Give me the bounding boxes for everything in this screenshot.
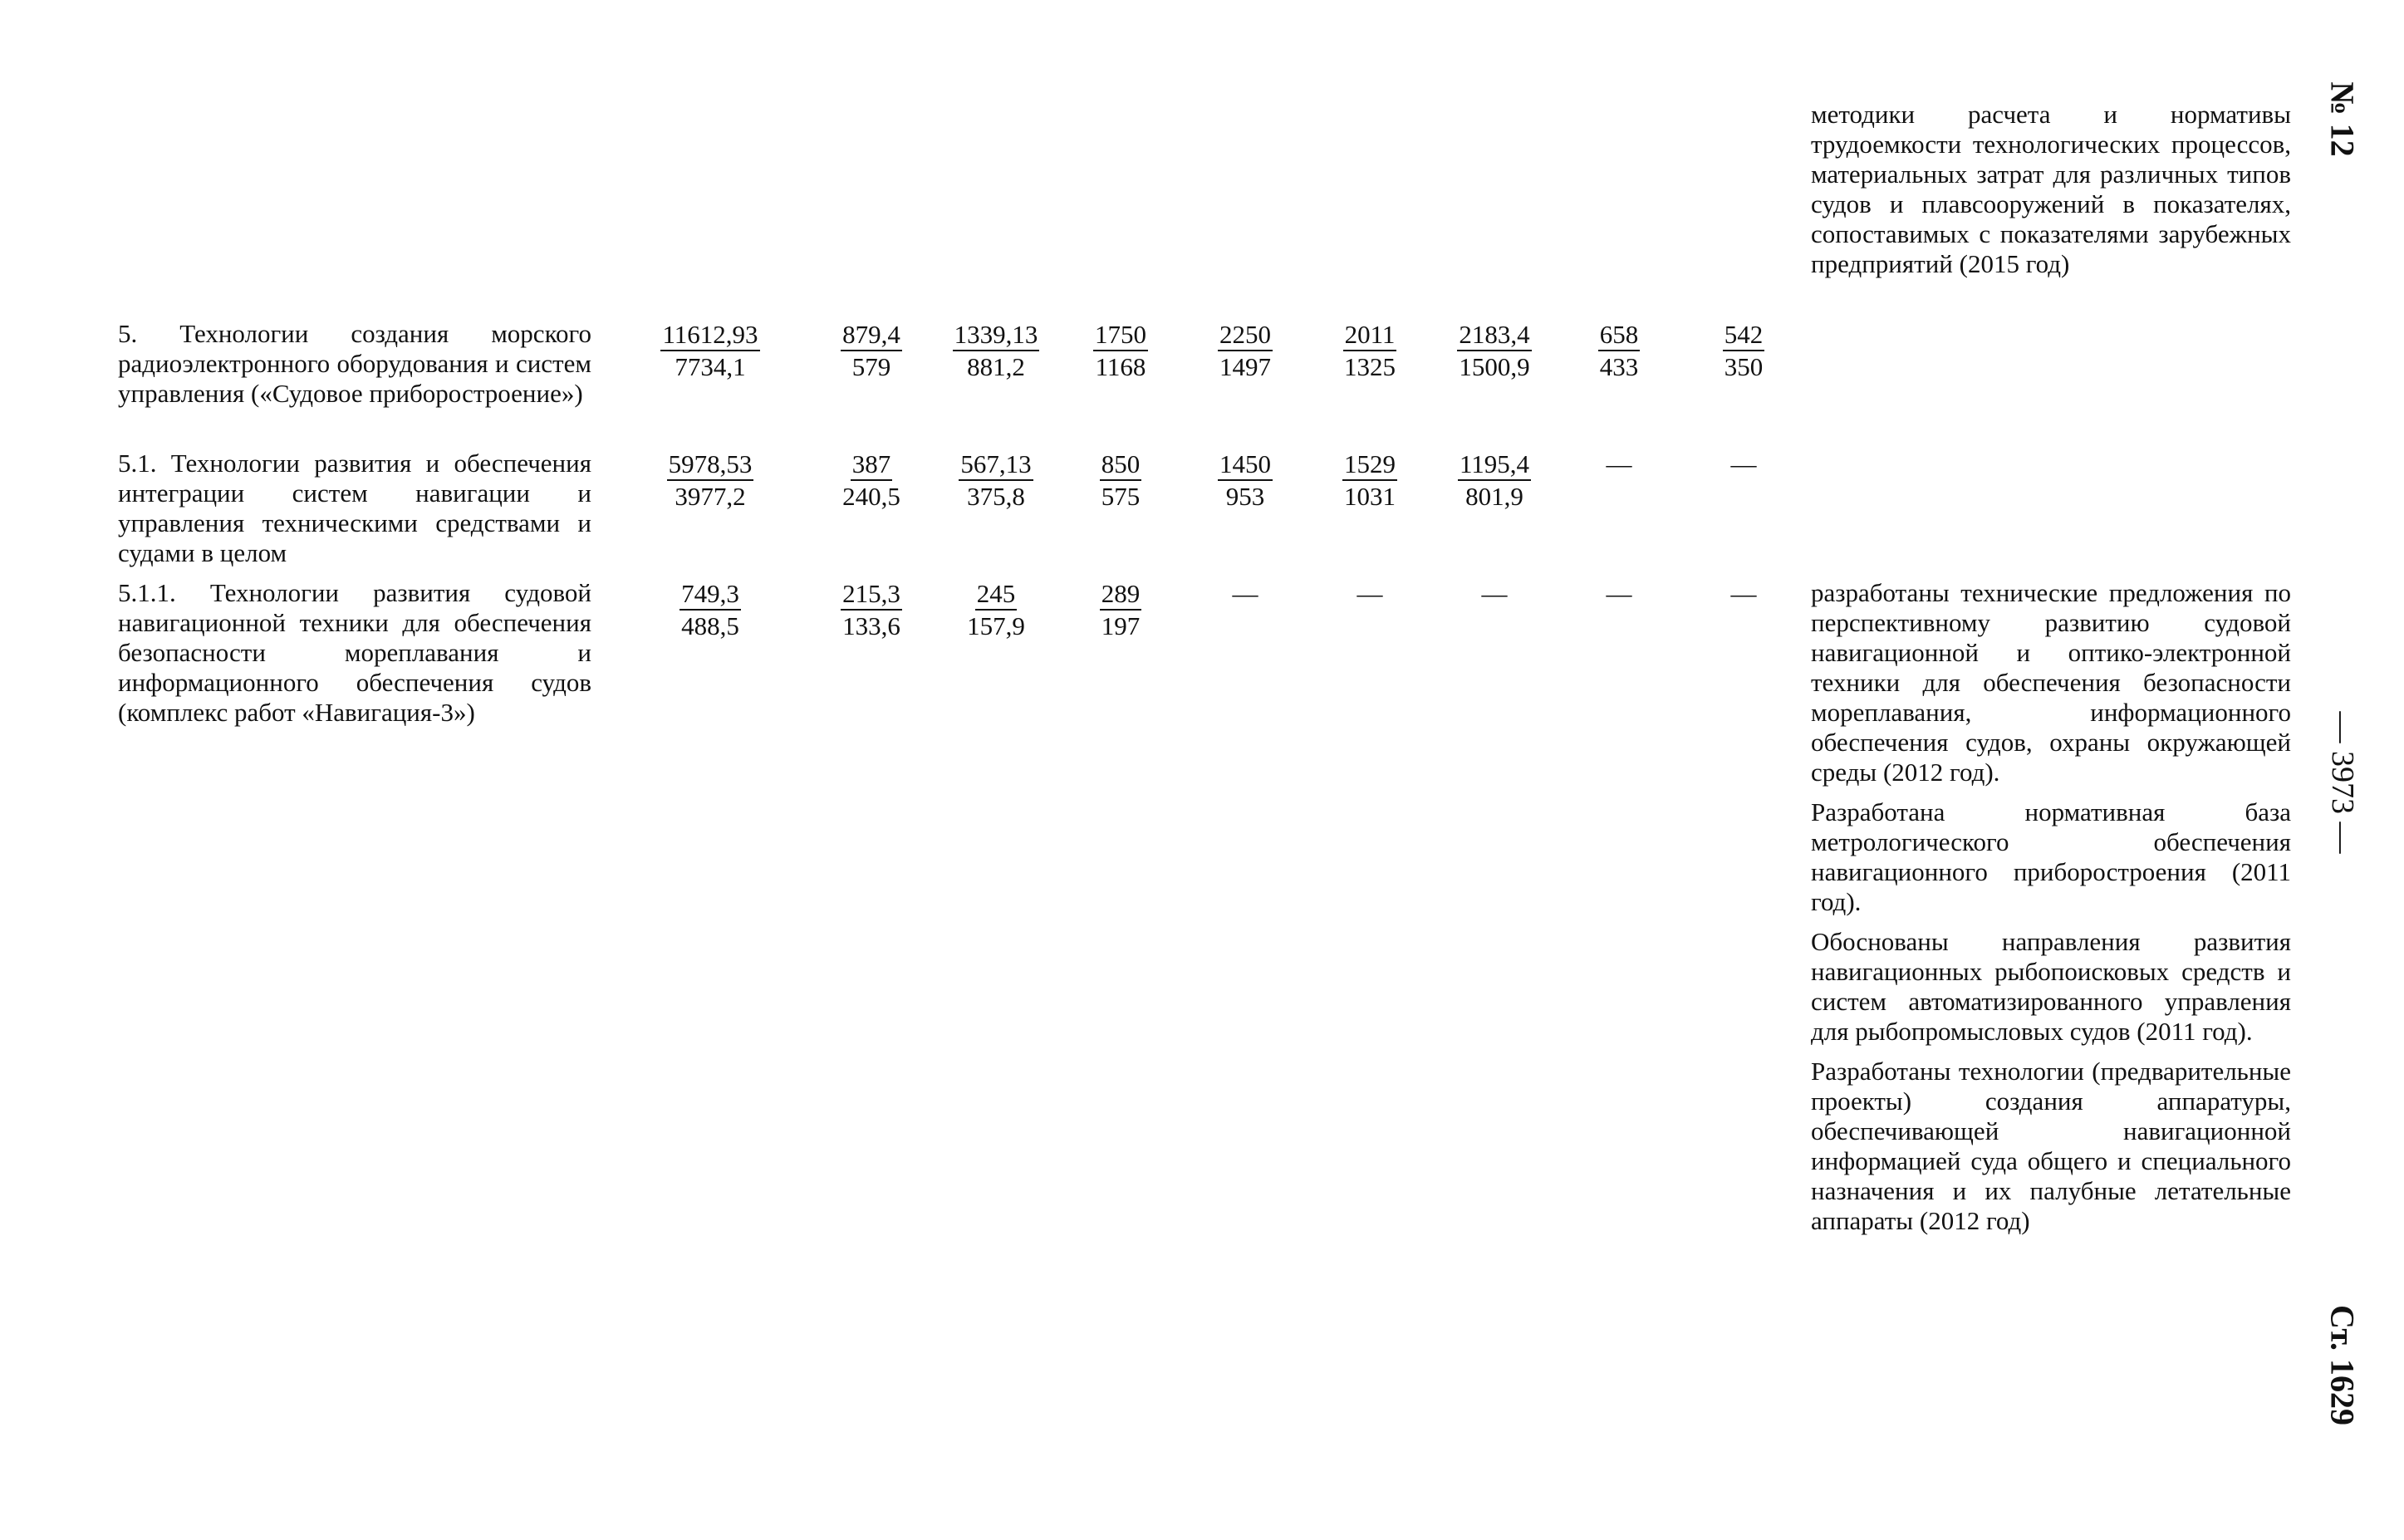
value-denominator: 881,2 [967,352,1025,381]
note-paragraph: Обоснованы направления развития навигационных рыбопоисковых средств и систем автоматизированного управления для рыбопромысловых судов (2011 год). [1811,927,2291,1046]
value-denominator: 350 [1724,352,1764,381]
top-note-text: методики расчета и нормативы трудоемкости технологических процессов, материальных затрат для различных типов судов и плавсооружений в показателях, сопоставимых с показателями зарубежных предприятий (2015 год) [1811,100,2291,278]
value-numerator: 387 [851,449,893,481]
dash-cell [1681,578,1806,609]
value-cell [1557,319,1681,382]
value-cell [809,578,934,641]
value-denominator: 1168 [1095,352,1146,381]
value-numerator: 11612,93 [660,319,759,351]
value-denominator: 953 [1225,482,1265,511]
dash-cell [1681,449,1806,479]
value-numerator: 1750 [1093,319,1148,351]
value-denominator: 801,9 [1465,482,1523,511]
value-cell [648,449,773,512]
value-denominator: 1031 [1344,482,1396,511]
value-numerator: 289 [1100,578,1142,611]
note-paragraph: Разработаны технологии (предварительные проекты) создания аппаратуры, обеспечивающей навигационной информацией суда общего и специального назначения и их палубные летательные аппараты (2012 год) [1811,1057,2291,1235]
dash-cell [1557,578,1681,609]
value-denominator: 1497 [1219,352,1271,381]
row-notes [1811,578,2291,1246]
value-cell [648,578,773,641]
article-number: Ст. 1629 [2323,1305,2362,1425]
note-paragraph: Разработана нормативная база метрологического обеспечения навигационного приборостроения (2011 год). [1811,797,2291,916]
empty-dash: — [1357,579,1383,608]
value-cell [934,319,1058,382]
value-denominator: 488,5 [681,611,739,640]
value-denominator: 575 [1101,482,1141,511]
value-numerator: 245 [975,578,1018,611]
value-numerator: 749,3 [679,578,741,611]
value-denominator: 1500,9 [1459,352,1530,381]
value-cell [934,578,1058,641]
value-denominator: 7734,1 [675,352,746,381]
value-numerator: 2183,4 [1457,319,1531,351]
value-cell [1307,319,1432,382]
empty-dash: — [1730,449,1757,478]
empty-dash: — [1481,579,1508,608]
value-denominator: 3977,2 [675,482,746,511]
value-denominator: 579 [851,352,891,381]
value-cell [648,319,773,382]
value-denominator: 240,5 [842,482,900,511]
issue-number: № 12 [2323,81,2362,157]
value-denominator: 157,9 [967,611,1025,640]
dash-cell [1307,578,1432,609]
empty-dash: — [1606,449,1632,478]
value-numerator: 567,13 [959,449,1033,481]
dash-cell [1183,578,1307,609]
value-numerator: 658 [1598,319,1641,351]
value-cell [809,449,934,512]
value-numerator: 1450 [1218,449,1273,481]
value-numerator: 1529 [1342,449,1397,481]
empty-dash: — [1232,579,1258,608]
value-denominator: 1325 [1344,352,1396,381]
value-cell [809,319,934,382]
empty-dash: — [1606,579,1632,608]
value-cell [1183,449,1307,512]
page-number: — 3973 — [2325,711,2360,854]
note-paragraph: разработаны технические предложения по перспективному развитию судовой навигационной и оптико-электронной техники для обеспечения безопасности мореплавания, информационного обеспечения судов, охраны окружающей среды (2012 год). [1811,578,2291,787]
value-numerator: 1195,4 [1458,449,1531,481]
value-cell [1681,319,1806,382]
value-numerator: 1339,13 [953,319,1040,351]
dash-cell [1557,449,1681,479]
value-numerator: 2011 [1343,319,1397,351]
value-numerator: 850 [1100,449,1142,481]
top-note [1811,100,2291,289]
row-title: 5. Технологии создания морского радиоэлектронного оборудования и систем управления («Судовое приборостроение») [118,319,591,408]
value-cell [1432,449,1557,512]
value-numerator: 5978,53 [667,449,754,481]
value-denominator: 197 [1101,611,1141,640]
value-cell [1432,319,1557,382]
value-cell [1058,578,1183,641]
value-numerator: 215,3 [841,578,902,611]
row-title: 5.1. Технологии развития и обеспечения интеграции систем навигации и управления техническими средствами и судами в целом [118,449,591,567]
value-cell [934,449,1058,512]
value-cell [1058,449,1183,512]
row-title: 5.1.1. Технологии развития судовой навигационной техники для обеспечения безопасности мореплавания и информационного обеспечения судов (комплекс работ «Навигация-3») [118,578,591,727]
value-denominator: 433 [1599,352,1639,381]
value-cell [1183,319,1307,382]
value-numerator: 879,4 [841,319,902,351]
dash-cell [1432,578,1557,609]
value-numerator: 542 [1723,319,1765,351]
value-numerator: 2250 [1218,319,1273,351]
value-cell [1058,319,1183,382]
value-denominator: 375,8 [967,482,1025,511]
empty-dash: — [1730,579,1757,608]
value-cell [1307,449,1432,512]
value-denominator: 133,6 [842,611,900,640]
